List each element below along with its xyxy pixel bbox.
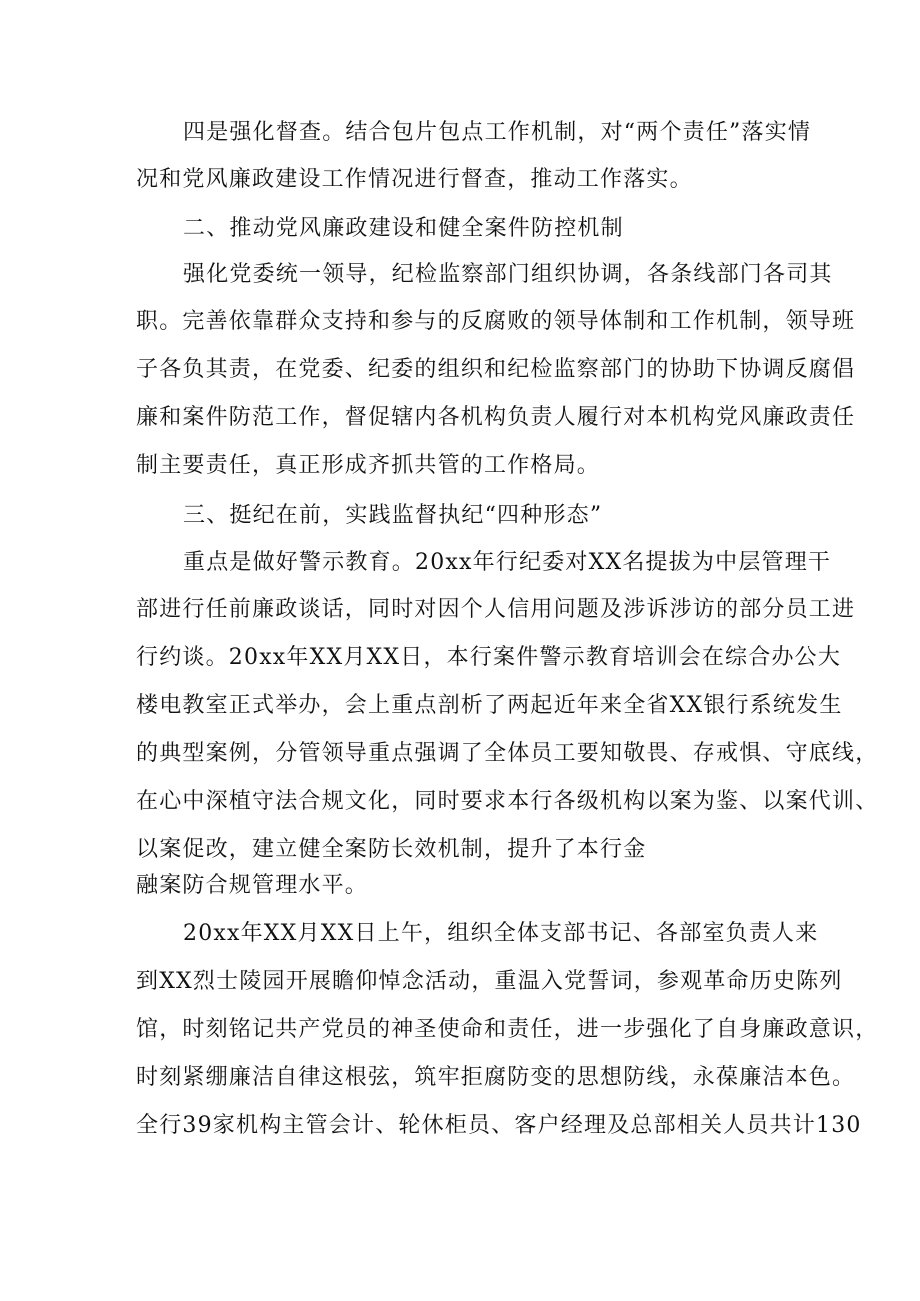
- text-line: 到XX烈士陵园开展瞻仰悼念活动，重温入党誓词，参观革命历史陈列: [136, 969, 843, 994]
- text-line: 部进行任前廉政谈话，同时对因个人信用问题及涉诉涉访的部分员工进: [136, 597, 856, 622]
- text-line: 在心中深植守法合规文化，同时要求本行各级机构以案为鉴、以案代训、: [136, 789, 879, 814]
- text-line: 子各负其责，在党委、纪委的组织和纪检监察部门的协助下协调反腐倡: [136, 357, 856, 382]
- text-line: 职。完善依靠群众支持和参与的反腐败的领导体制和工作机制，领导班: [136, 309, 856, 334]
- text-line: 融案防合规管理水平。: [136, 873, 369, 898]
- text-line: 四是强化督查。结合包片包点工作机制，对“两个责任”落实情: [183, 120, 812, 145]
- text-line: 时刻紧绷廉洁自律这根弦，筑牢拒腐防变的思想防线，永葆廉洁本色。: [136, 1065, 856, 1090]
- text-line: 强化党委统一领导，纪检监察部门组织协调，各条线部门各司其: [183, 262, 833, 287]
- text-line: 20xx年XX月XX日上午，组织全体支部书记、各部室负责人来: [183, 921, 819, 946]
- text-line: 制主要责任，真正形成齐抓共管的工作格局。: [136, 453, 601, 478]
- section-heading: 三、挺纪在前，实践监督执纪“四种形态”: [183, 503, 603, 528]
- text-line: 楼电教室正式举办，会上重点剖析了两起近年来全省XX银行系统发生: [136, 693, 843, 718]
- text-line: 况和党风廉政建设工作情况进行督查，推动工作落实。: [136, 167, 693, 192]
- text-line: 的典型案例，分管领导重点强调了全体员工要知敬畏、存戒惧、守底线，: [136, 741, 879, 766]
- text-line: 重点是做好警示教育。20xx年行纪委对XX名提拔为中层管理干: [183, 550, 832, 575]
- text-line: 馆，时刻铭记共产党员的神圣使命和责任，进一步强化了自身廉政意识，: [136, 1017, 879, 1042]
- text-line: 廉和案件防范工作，督促辖内各机构负责人履行对本机构党风廉政责任: [136, 405, 856, 430]
- text-line: 以案促改，建立健全案防长效机制，提升了本行金: [136, 837, 647, 862]
- text-line: 行约谈。20xx年XX月XX日，本行案件警示教育培训会在综合办公大: [136, 645, 842, 670]
- text-line: 全行39家机构主管会计、轮休柜员、客户经理及总部相关人员共计130: [136, 1113, 862, 1138]
- section-heading: 二、推动党风廉政建设和健全案件防控机制: [183, 216, 624, 241]
